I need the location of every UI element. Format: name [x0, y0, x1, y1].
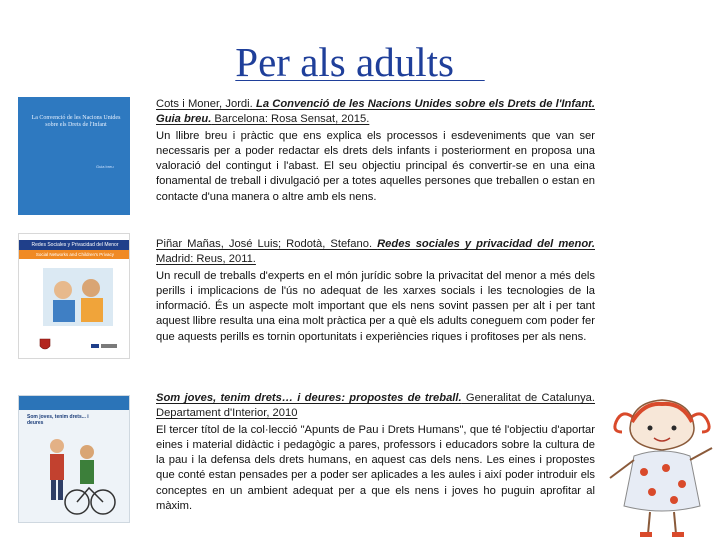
book-reference[interactable]: [156, 391, 595, 422]
book-description: Un recull de treballs d'experts en el món jurídic sobre la privacitat del menor a més dels perills i implicacions de l'ús no adequat de les xarxes socials i les tecnologies de la informació. És un aspecte molt important que els nens sovint passen per alt i per tant aquest llibre resulta una eina molt pràctica per a què els adults coneguem com poder fer que aquests perills es tornin oportunitats i experiències riques i profitoses per als nens.: [156, 269, 595, 343]
cover-illustration: [43, 268, 113, 326]
book-entry-3: [156, 391, 595, 514]
book-cover-convencio: [18, 97, 130, 215]
crest-icon: [39, 338, 51, 352]
page-title: Per als adults: [235, 39, 485, 85]
cover-title: Redes Sociales y Privacidad del Menor: [19, 240, 130, 250]
book-reference[interactable]: [156, 237, 595, 268]
book-title: Som joves, tenim drets… i deures: propostes de treball.: [156, 392, 462, 404]
book-publisher: Generalitat de Catalunya. Departament d'Interior, 2010: [156, 392, 596, 420]
cover-header: [19, 396, 130, 410]
cover-subtitle: Guia breu: [96, 164, 114, 169]
book-author: Piñar Mañas, José Luis; Rodotà, Stefano.: [156, 238, 378, 250]
book-description: Un llibre breu i pràctic que ens explica els processos i esdeveniments que van ser necessaris per a poder redactar els drets dels infants i posteriorment en proposa una valoració del contingut i l'abast. El seu objectiu principal és convertir-se en una eina fonamental de treball i divulgació per a totes aquelles persones que treballen o estan en contacte d'una manera o altre amb els nens.: [156, 129, 595, 203]
cover-illustration: [37, 432, 117, 520]
book-entry-1: [156, 97, 595, 205]
cover-title: La Convenció de les Nacions Unides sobre els Drets de l'Infant: [31, 115, 121, 128]
cover-title: Som joves, tenim drets... i deures: [27, 414, 89, 426]
book-cover-som-joves: [18, 395, 130, 523]
book-publisher: Barcelona: Rosa Sensat, 2015.: [211, 113, 370, 126]
book-publisher: Madrid: Reus, 2011.: [156, 253, 256, 266]
book-cover-redes-sociales: [18, 233, 130, 359]
cartoon-girl-illustration: [604, 388, 720, 540]
cover-subtitle: Social Networks and Children's Privacy: [19, 250, 130, 259]
book-reference[interactable]: [156, 97, 595, 128]
book-title: La Convenció de les Nacions Unides sobre els Drets de l'Infant. Guia breu.: [156, 98, 595, 126]
book-author: Cots i Moner, Jordi.: [156, 98, 256, 110]
book-description: El tercer títol de la col·lecció "Apunts de Pau i Drets Humans", que té l'objectiu d'aportar eines i material didàctic i pedagògic a pares, professors i educadors sobre la cultura de la pau i la defensa dels drets humans, en aquest cas dels nens. Les eines i propostes que conté estan pensades per a poder ser aplicades a les aules i així poder introduir els conceptes en un ambient adequat per a que els nens i joves ho puguin aprofitar al màxim.: [156, 423, 595, 513]
book-title: Redes sociales y privacidad del menor.: [377, 238, 595, 250]
publisher-logo: [91, 342, 117, 350]
book-entry-2: [156, 237, 595, 345]
